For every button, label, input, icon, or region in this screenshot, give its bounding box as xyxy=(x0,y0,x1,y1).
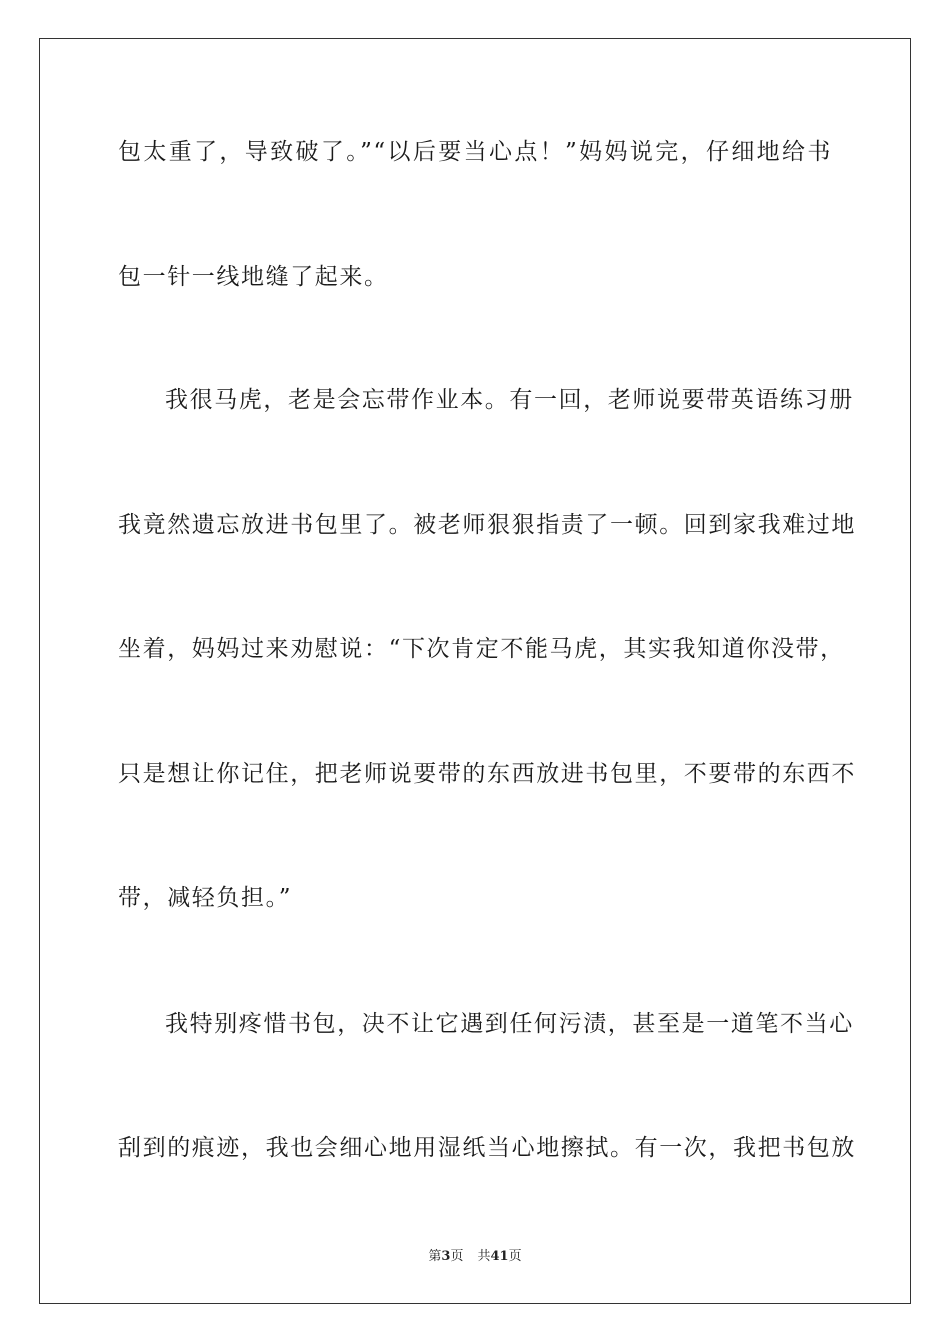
text-line-4: 我竟然遗忘放进书包里了。被老师狠狠指责了一顿。回到家我难过地 xyxy=(118,512,856,538)
page-total-number: 41 xyxy=(490,1249,509,1264)
page-label-prefix: 第 xyxy=(428,1249,442,1264)
text-line-1: 包太重了，导致破了。”“以后要当心点！”妈妈说完，仔细地给书 xyxy=(118,139,832,165)
page-footer xyxy=(0,1249,950,1265)
text-line-6: 只是想让你记住，把老师说要带的东西放进书包里，不要带的东西不 xyxy=(118,761,856,787)
text-line-8: 我特别疼惜书包，决不让它遇到任何污渍，甚至是一道笔不当心 xyxy=(165,1011,854,1037)
text-line-9: 刮到的痕迹，我也会细心地用湿纸当心地擦拭。有一次，我把书包放 xyxy=(118,1135,856,1161)
text-line-2: 包一针一线地缝了起来。 xyxy=(118,264,389,290)
total-label-suffix: 页 xyxy=(508,1249,522,1264)
text-line-5: 坐着，妈妈过来劝慰说：“下次肯定不能马虎，其实我知道你没带， xyxy=(118,636,845,662)
page-border xyxy=(39,38,911,1304)
page-current-number: 3 xyxy=(441,1249,451,1264)
text-line-3: 我很马虎，老是会忘带作业本。有一回，老师说要带英语练习册 xyxy=(165,387,854,413)
text-line-7: 带，减轻负担。” xyxy=(118,885,293,911)
page-label-suffix: 页 xyxy=(450,1249,464,1264)
total-label-prefix: 共 xyxy=(477,1249,491,1264)
